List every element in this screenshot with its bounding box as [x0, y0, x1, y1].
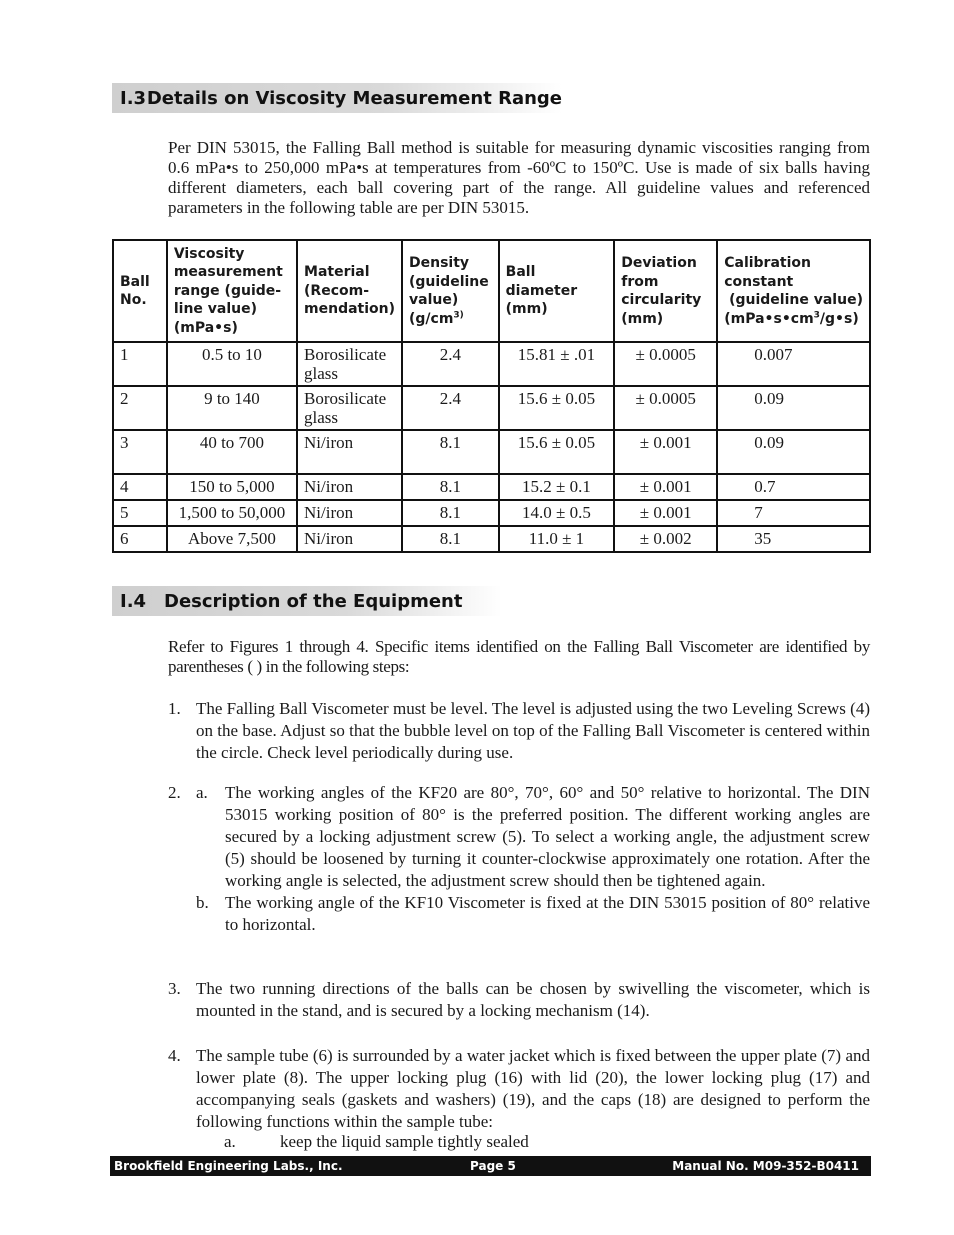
step-subitem-a — [224, 1133, 870, 1155]
cell-diameter: 15.6 ± 0.05 — [499, 430, 615, 474]
cell-density: 8.1 — [402, 474, 499, 500]
cell-density: 8.1 — [402, 430, 499, 474]
cell-material: Borosilicate glass — [297, 342, 402, 386]
cell-ball: 5 — [113, 500, 167, 526]
section-title: Description of the Equipment — [164, 590, 463, 612]
cell-range: 40 to 700 — [167, 430, 297, 474]
cell-range: 0.5 to 10 — [167, 342, 297, 386]
cell-density: 8.1 — [402, 500, 499, 526]
subitem-text: The working angle of the KF10 Viscometer is fixed at the DIN 53015 position of 80° relative to horizontal. — [225, 893, 870, 934]
step-number: 4. — [168, 1046, 181, 1065]
cell-diameter: 15.2 ± 0.1 — [499, 474, 615, 500]
cell-deviation: ± 0.001 — [614, 430, 717, 474]
table-header-row — [113, 240, 870, 342]
table-row — [113, 386, 870, 430]
cell-calibration: 7 — [717, 500, 870, 526]
step-2 — [168, 782, 870, 936]
cell-ball: 6 — [113, 526, 167, 552]
step-3 — [168, 978, 870, 1022]
step-number: 3. — [168, 979, 181, 998]
cell-material: Ni/iron — [297, 430, 402, 474]
cell-material: Borosilicate glass — [297, 386, 402, 430]
cell-calibration: 0.007 — [717, 342, 870, 386]
cell-deviation: ± 0.0005 — [614, 342, 717, 386]
header-calibration-d: /g•s) — [819, 310, 859, 327]
cell-diameter: 15.81 ± .01 — [499, 342, 615, 386]
cell-ball: 1 — [113, 342, 167, 386]
footer-company: Brookfield Engineering Labs., Inc. — [114, 1159, 343, 1173]
header-density-text: Density (guideline value) (g/cm — [409, 255, 489, 327]
equipment-intro-paragraph: Refer to Figures 1 through 4. Specific items identified on the Falling Ball Viscometer are identified by parentheses ( ) in the following steps: — [168, 637, 870, 676]
step-number: 2. — [168, 783, 181, 802]
section-number: I.3 — [120, 87, 147, 109]
header-ball-diameter: Ball diameter (mm) — [499, 240, 615, 342]
table-row — [113, 526, 870, 552]
subitem-label: b. — [196, 893, 209, 912]
step-text: The sample tube (6) is surrounded by a water jacket which is fixed between the upper plate (7) and lower plate (8). The upper locking plug (16) with lid (20), the lower locking plug (17) and accompanying seals (gaskets and washers) (19), and the caps (18) are designed to perform the following functions within the sample tube: — [196, 1046, 870, 1131]
header-material: Material (Recom-mendation) — [297, 240, 402, 342]
step-1 — [168, 698, 870, 764]
intro-paragraph: Per DIN 53015, the Falling Ball method is suitable for measuring dynamic viscosities ranging from 0.6 mPa•s to 250,000 mPa•s at temperatures from -60ºC to 150ºC. Use is made of six balls having different diameters, each ball covering part of the range. All guideline values and referenced parameters in the following table are per DIN 53015. — [168, 138, 870, 217]
cell-material: Ni/iron — [297, 474, 402, 500]
cell-calibration: 35 — [717, 526, 870, 552]
cell-calibration: 0.7 — [717, 474, 870, 500]
table-row — [113, 474, 870, 500]
header-calibration-a: Calibration constant — [724, 255, 811, 290]
cell-ball: 4 — [113, 474, 167, 500]
section-heading-equipment — [112, 586, 502, 616]
cell-ball: 3 — [113, 430, 167, 474]
subitem-text: keep the liquid sample tightly sealed — [280, 1132, 529, 1151]
header-density — [402, 240, 499, 342]
step-number: 1. — [168, 699, 181, 718]
table-row — [113, 430, 870, 474]
cell-range: 150 to 5,000 — [167, 474, 297, 500]
header-calibration-sup: 3 — [813, 309, 820, 320]
cell-deviation: ± 0.0005 — [614, 386, 717, 430]
footer-page-number: Page 5 — [470, 1159, 516, 1173]
step-4 — [168, 1045, 870, 1155]
cell-calibration: 0.09 — [717, 430, 870, 474]
cell-deviation: ± 0.001 — [614, 474, 717, 500]
cell-range: 1,500 to 50,000 — [167, 500, 297, 526]
cell-deviation: ± 0.002 — [614, 526, 717, 552]
header-calibration-c: (mPa•s•cm — [724, 310, 814, 327]
cell-range: 9 to 140 — [167, 386, 297, 430]
header-density-sup: 3) — [453, 309, 464, 320]
cell-ball: 2 — [113, 386, 167, 430]
ball-specification-table — [112, 239, 871, 553]
step-text: The two running directions of the balls can be chosen by swivelling the viscometer, which is mounted in the stand, and is secured by a locking mechanism (14). — [196, 979, 870, 1020]
cell-material: Ni/iron — [297, 500, 402, 526]
step-subitem-a — [196, 782, 870, 892]
cell-deviation: ± 0.001 — [614, 500, 717, 526]
section-number: I.4 — [120, 590, 147, 612]
cell-diameter: 15.6 ± 0.05 — [499, 386, 615, 430]
header-ball-no: Ball No. — [113, 240, 167, 342]
header-viscosity-range: Viscosity measurement range (guide-line value) (mPa•s) — [167, 240, 297, 342]
cell-calibration: 0.09 — [717, 386, 870, 430]
cell-density: 2.4 — [402, 342, 499, 386]
subitem-text: The working angles of the KF20 are 80°, 70°, 60° and 50° relative to horizontal. The DIN 53015 working position of 80° is the preferred position. The different working angles are secured by a locking adjustment screw (5). To select a working angle, the adjustment screw (5) should be loosened by turning it counter-clockwise approximately one rotation. After the working angle is selected, the adjustment screw should then be tightened again. — [225, 783, 870, 890]
subitem-label: a. — [196, 783, 208, 802]
cell-diameter: 14.0 ± 0.5 — [499, 500, 615, 526]
subitem-label: a. — [224, 1132, 236, 1151]
table-row — [113, 342, 870, 386]
step-subitem-b — [196, 892, 870, 936]
table-row — [113, 500, 870, 526]
header-calibration-b: (guideline value) — [724, 292, 863, 308]
section-title: Details on Viscosity Measurement Range — [146, 87, 562, 109]
cell-material: Ni/iron — [297, 526, 402, 552]
cell-density: 8.1 — [402, 526, 499, 552]
header-deviation: Deviation from circularity (mm) — [614, 240, 717, 342]
footer-manual-number: Manual No. M09-352-B0411 — [672, 1159, 859, 1173]
step-text: The Falling Ball Viscometer must be level. The level is adjusted using the two Leveling Screws (4) on the base. Adjust so that the bubble level on top of the Falling Ball Viscometer is centered within the circle. Check level periodically during use. — [196, 699, 870, 762]
section-heading-viscosity-range — [112, 83, 562, 113]
cell-range: Above 7,500 — [167, 526, 297, 552]
header-calibration — [717, 240, 870, 342]
page-footer — [110, 1156, 871, 1176]
cell-diameter: 11.0 ± 1 — [499, 526, 615, 552]
cell-density: 2.4 — [402, 386, 499, 430]
